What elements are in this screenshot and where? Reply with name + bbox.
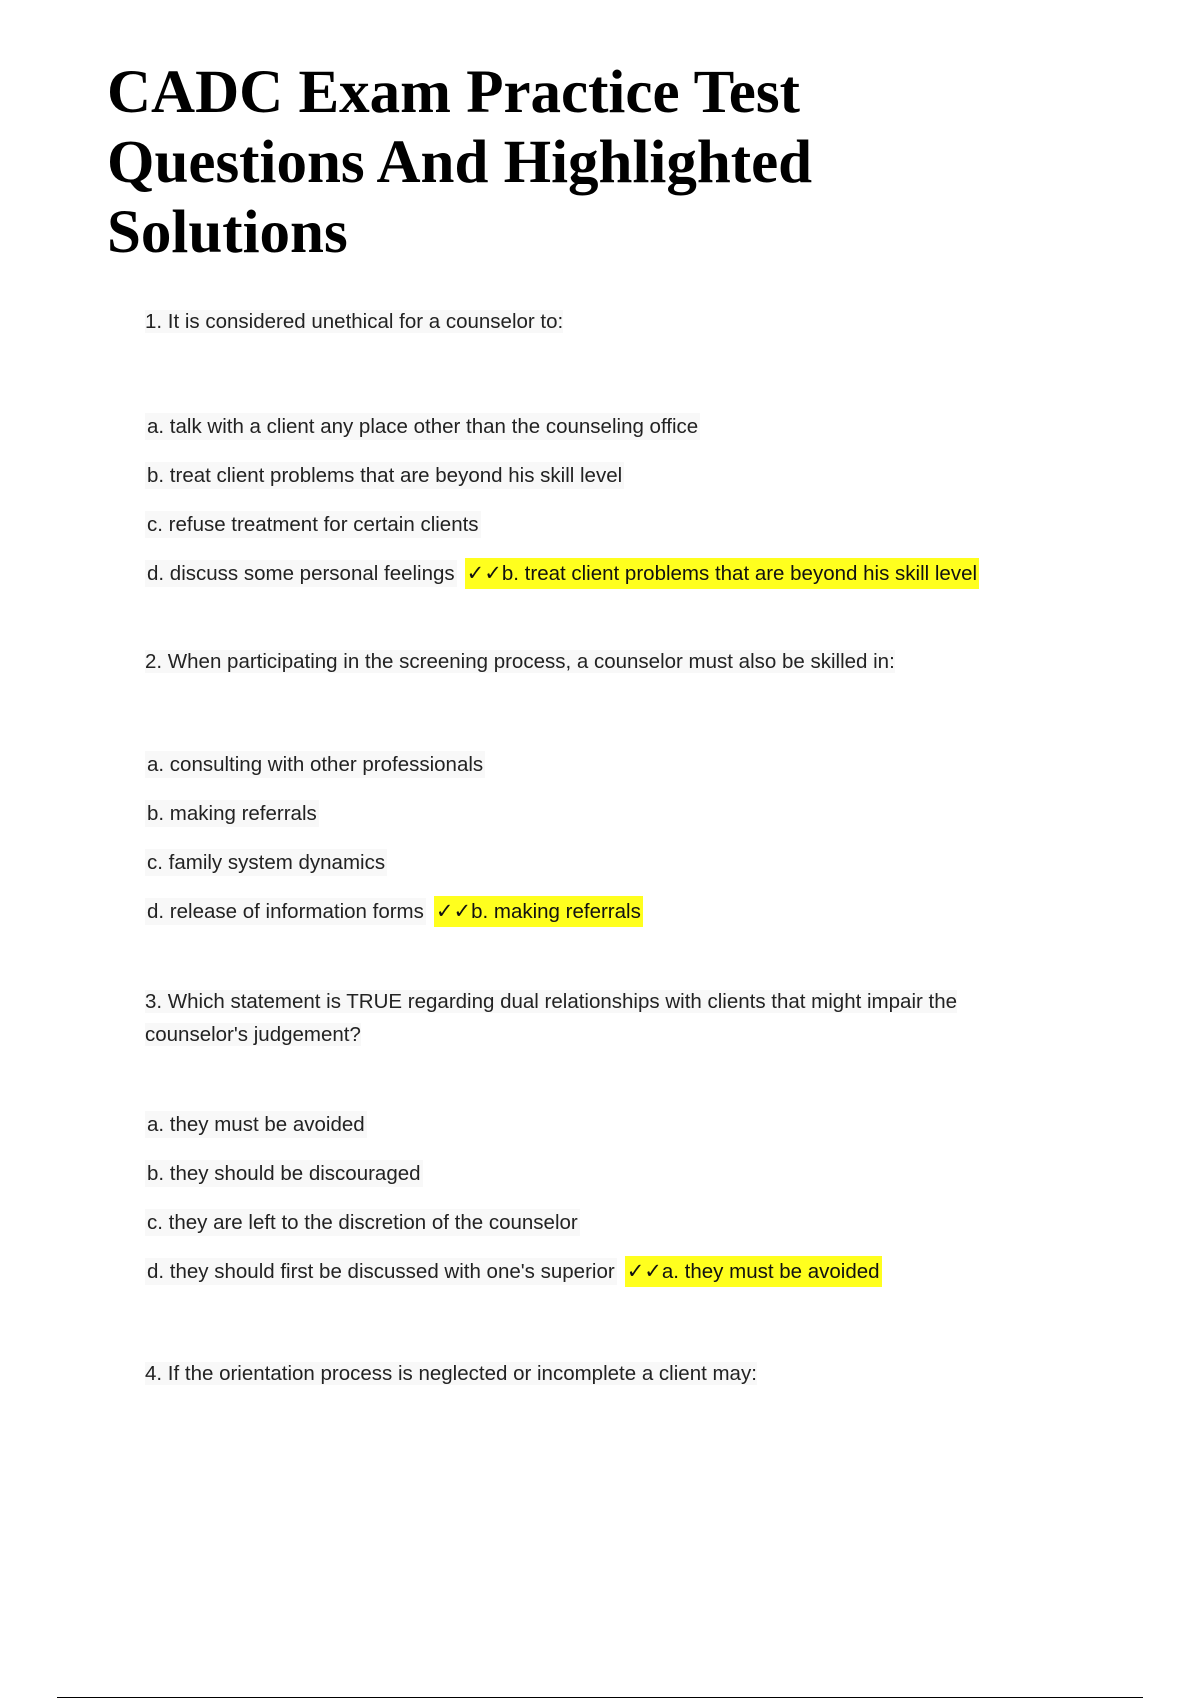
option-1d: d. discuss some personal feelings ✓✓b. treat client problems that are beyond his skill level: [145, 549, 1045, 598]
question-1: [145, 305, 1045, 598]
option-2a: a. consulting with other professionals: [147, 753, 484, 776]
option-1c: c. refuse treatment for certain clients: [147, 513, 479, 536]
question-3: [145, 985, 1045, 1296]
double-check-icon: ✓✓: [626, 1259, 662, 1283]
answer-highlight-2: [434, 896, 643, 927]
double-check-icon: ✓✓: [435, 899, 472, 923]
question-1-text: 1. It is considered unethical for a counselor to:: [145, 310, 564, 333]
double-check-icon: ✓✓: [466, 561, 502, 585]
option-1a: a. talk with a client any place other than the counseling office: [147, 415, 699, 438]
option-1b: b. treat client problems that are beyond his skill level: [147, 464, 623, 487]
question-2-options: [145, 740, 1045, 936]
option-3a: a. they must be avoided: [147, 1113, 365, 1136]
answer-text-2: b. making referrals: [471, 900, 641, 923]
option-3b: b. they should be discouraged: [147, 1162, 421, 1185]
answer-text-1: b. treat client problems that are beyond his skill level: [501, 562, 978, 585]
question-1-options: [145, 402, 1045, 598]
answer-text-3: a. they must be avoided: [661, 1260, 880, 1283]
page-bottom-rule: [57, 1697, 1143, 1698]
question-4: [145, 1357, 1045, 1390]
page-title: CADC Exam Practice Test Questions And Highlighted Solutions: [107, 59, 813, 266]
option-3c: c. they are left to the discretion of the counselor: [147, 1211, 578, 1234]
option-2c: c. family system dynamics: [147, 851, 386, 874]
answer-highlight-1: [465, 558, 979, 589]
question-2-text: 2. When participating in the screening process, a counselor must also be skilled in:: [145, 650, 895, 673]
option-2b: b. making referrals: [147, 802, 317, 825]
question-2: [145, 645, 1045, 936]
question-3-text: 3. Which statement is TRUE regarding dual relationships with clients that might impair the counselor's judgement?: [145, 990, 958, 1046]
question-3-options: [145, 1100, 1045, 1296]
option-2d: d. release of information forms ✓✓b. making referrals: [145, 887, 1045, 936]
option-3d: d. they should first be discussed with one's superior ✓✓a. they must be avoided: [145, 1247, 1045, 1296]
question-4-text: 4. If the orientation process is neglected or incomplete a client may:: [145, 1362, 757, 1385]
answer-highlight-3: [625, 1256, 882, 1287]
